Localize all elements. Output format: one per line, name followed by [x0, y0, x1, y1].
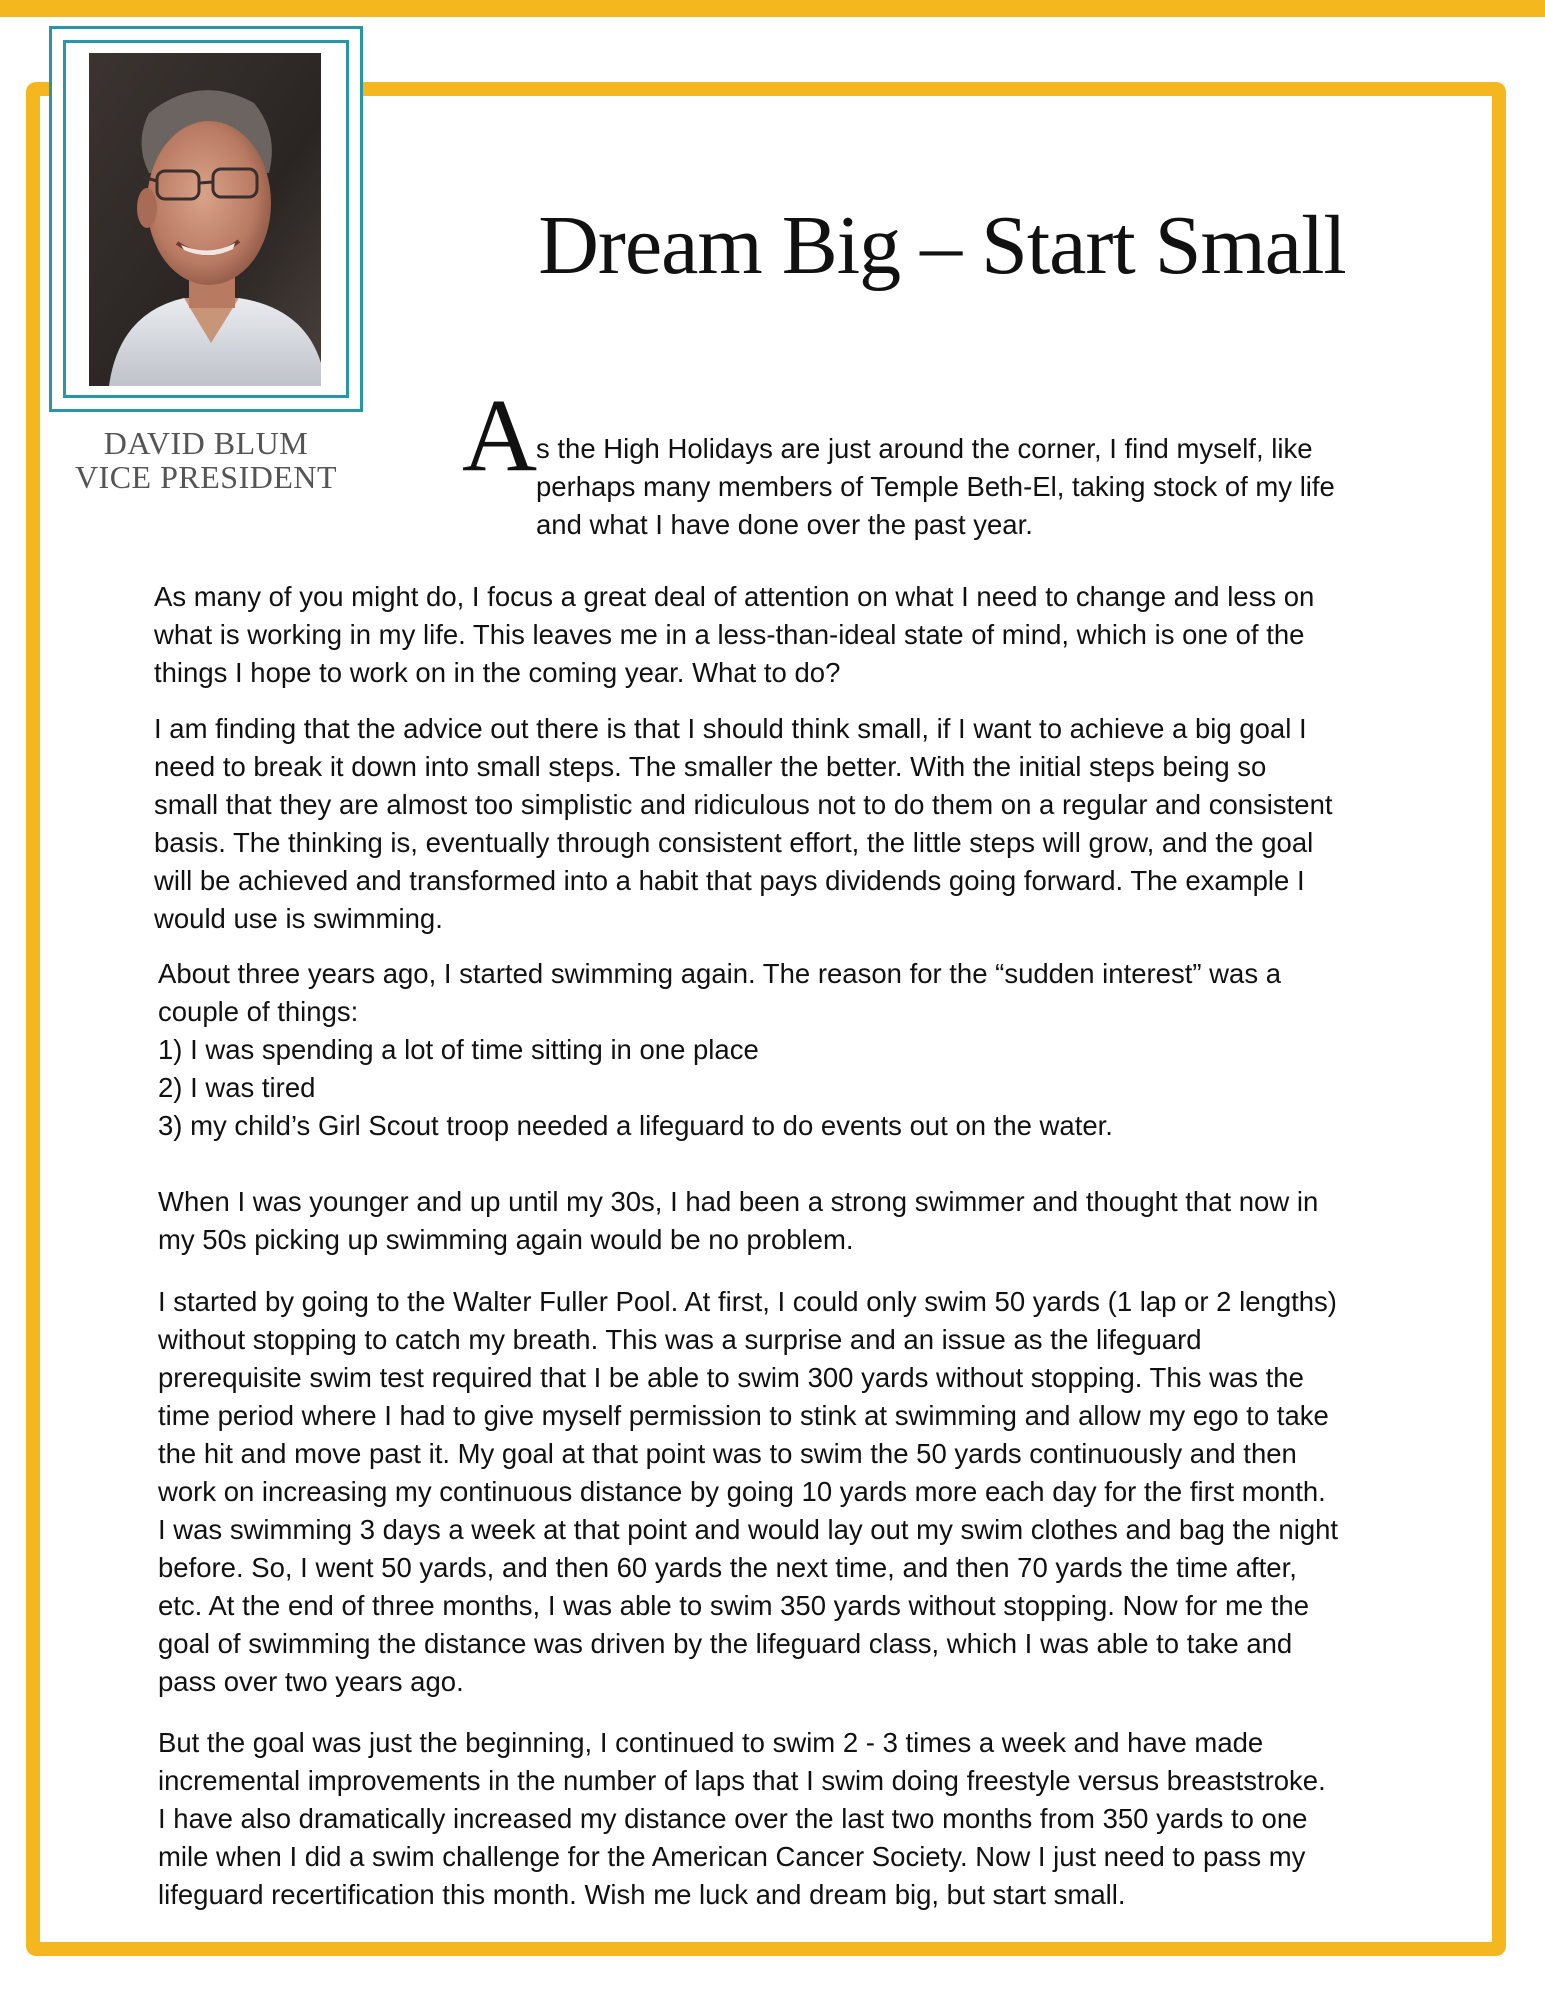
text-line: and what I have done over the past year.	[536, 509, 1033, 540]
text-line: need to break it down into small steps. The smaller the better. With the initial steps being so	[154, 751, 1267, 782]
text-line: mile when I did a swim challenge for the American Cancer Society. Now I just need to pass my	[158, 1841, 1306, 1872]
text-line: couple of things:	[158, 996, 359, 1027]
text-line: small that they are almost too simplistic and ridiculous not to do them on a regular and consistent	[154, 789, 1333, 820]
author-byline	[48, 426, 364, 494]
text-line: perhaps many members of Temple Beth-El, taking stock of my life	[536, 471, 1335, 502]
author-role: VICE PRESIDENT	[74, 459, 338, 495]
text-line: As many of you might do, I focus a great deal of attention on what I need to change and less on	[154, 581, 1315, 612]
text-line: I have also dramatically increased my distance over the last two months from 350 yards to one	[158, 1803, 1308, 1834]
paragraph-3	[158, 955, 1281, 1145]
paragraph-6	[158, 1724, 1326, 1914]
text-line: lifeguard recertification this month. Wish me luck and dream big, but start small.	[158, 1879, 1126, 1910]
text-line: would use is swimming.	[154, 903, 443, 934]
text-line: without stopping to catch my breath. This was a surprise and an issue as the lifeguard	[158, 1324, 1202, 1355]
text-line: goal of swimming the distance was driven by the lifeguard class, which I was able to take and	[158, 1628, 1293, 1659]
portrait-frame	[49, 26, 363, 412]
text-line: etc. At the end of three months, I was able to swim 350 yards without stopping. Now for me the	[158, 1590, 1310, 1621]
paragraph-1	[154, 578, 1314, 692]
text-line: the hit and move past it. My goal at that point was to swim the 50 yards continuously and then	[158, 1438, 1297, 1469]
author-name: DAVID BLUM	[103, 425, 309, 461]
paragraph-4	[158, 1183, 1318, 1259]
drop-cap-letter: A	[462, 378, 538, 493]
intro-paragraph	[536, 430, 1436, 544]
text-line: what is working in my life. This leaves me in a less-than-ideal state of mind, which is one of the	[154, 619, 1305, 650]
text-line: When I was younger and up until my 30s, I had been a strong swimmer and thought that now in	[158, 1186, 1319, 1217]
text-line: I started by going to the Walter Fuller Pool. At first, I could only swim 50 yards (1 lap or 2 lengths)	[158, 1286, 1337, 1317]
text-line: About three years ago, I started swimming again. The reason for the “sudden interest” was a	[158, 958, 1282, 989]
text-line: s the High Holidays are just around the corner, I find myself, like	[536, 433, 1313, 464]
list-item: 3) my child’s Girl Scout troop needed a lifeguard to do events out on the water.	[158, 1110, 1113, 1141]
list-item: 2) I was tired	[158, 1072, 316, 1103]
top-accent-bar	[0, 0, 1545, 17]
text-line: things I hope to work on in the coming year. What to do?	[154, 657, 841, 688]
text-line: time period where I had to give myself permission to stink at swimming and allow my ego to take	[158, 1400, 1329, 1431]
list-item: 1) I was spending a lot of time sitting in one place	[158, 1034, 759, 1065]
text-line: before. So, I went 50 yards, and then 60 yards the next time, and then 70 yards the time after,	[158, 1552, 1297, 1583]
paragraph-5	[158, 1283, 1338, 1701]
text-line: work on increasing my continuous distance by going 10 yards more each day for the first month.	[158, 1476, 1326, 1507]
paragraph-2	[154, 710, 1333, 938]
text-line: pass over two years ago.	[158, 1666, 464, 1697]
text-line: my 50s picking up swimming again would be no problem.	[158, 1224, 854, 1255]
author-portrait-photo	[89, 53, 321, 386]
text-line: prerequisite swim test required that I be able to swim 300 yards without stopping. This was the	[158, 1362, 1304, 1393]
text-line: I am finding that the advice out there is that I should think small, if I want to achieve a big goal I	[154, 713, 1307, 744]
text-line: incremental improvements in the number of laps that I swim doing freestyle versus breaststroke.	[158, 1765, 1326, 1796]
text-line: basis. The thinking is, eventually through consistent effort, the little steps will grow, and the goal	[154, 827, 1314, 858]
text-line: will be achieved and transformed into a habit that pays dividends going forward. The example I	[154, 865, 1305, 896]
article-title: Dream Big – Start Small	[538, 199, 1346, 292]
text-line: But the goal was just the beginning, I continued to swim 2 - 3 times a week and have made	[158, 1727, 1264, 1758]
text-line: I was swimming 3 days a week at that point and would lay out my swim clothes and bag the night	[158, 1514, 1339, 1545]
